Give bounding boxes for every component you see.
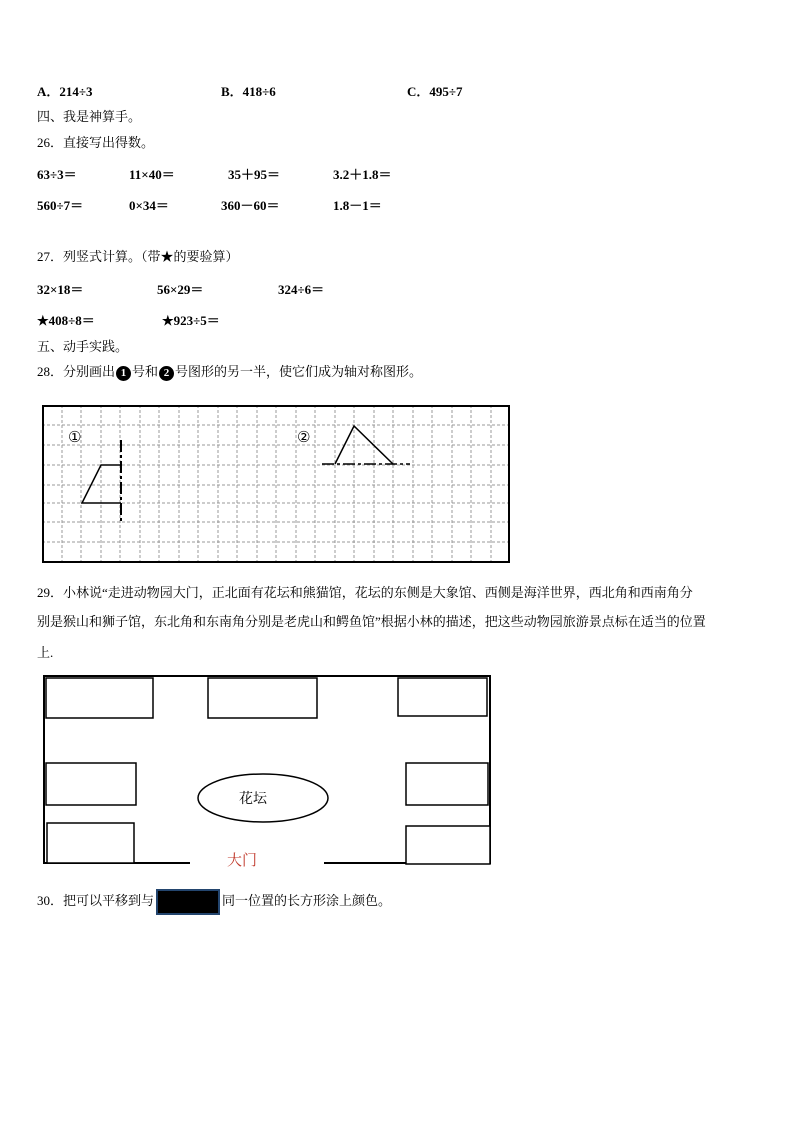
- gate-label: 大门: [226, 851, 258, 869]
- q27-item: 56×29＝: [157, 282, 204, 297]
- box-top-left: [46, 678, 153, 718]
- q26-item: 63÷3＝: [37, 167, 77, 182]
- option-b: B．418÷6: [221, 84, 276, 99]
- box-top-middle: [208, 678, 317, 718]
- q28-title: [37, 364, 422, 381]
- q26-item: 3.2＋1.8＝: [333, 167, 392, 182]
- q26-title: 26．直接写出得数。: [37, 135, 155, 150]
- q26-item: 560÷7＝: [37, 198, 84, 213]
- q28-grid-figure: [42, 405, 512, 565]
- q28-suffix: 号图形的另一半，使它们成为轴对称图形。: [175, 364, 423, 379]
- q27-item: ★923÷5＝: [162, 313, 220, 328]
- black-rectangle: [156, 889, 220, 915]
- box-top-right: [398, 678, 487, 716]
- box-middle-right: [406, 763, 488, 805]
- q27-item: 32×18＝: [37, 282, 84, 297]
- q30-suffix: 同一位置的长方形涂上颜色。: [222, 892, 392, 908]
- figure-2-label: ②: [297, 428, 311, 446]
- box-bottom-right: [406, 826, 490, 864]
- q28-mid: 号和: [132, 364, 159, 379]
- q26-item: 11×40＝: [129, 167, 175, 182]
- grid-border: [43, 406, 509, 562]
- section-4-title: 四、我是神算手。: [37, 109, 142, 124]
- box-bottom-left: [47, 823, 134, 863]
- q30-prefix: 30．把可以平移到与: [37, 892, 155, 908]
- zoo-map: [42, 674, 494, 870]
- q27-item: 324÷6＝: [278, 282, 325, 297]
- grid-lines: [42, 405, 509, 562]
- q26-item: 0×34＝: [129, 198, 169, 213]
- q29-line-3: 上.: [37, 645, 54, 660]
- option-a: A．214÷3: [37, 84, 93, 99]
- q29-line-1: 29．小林说“走进动物园大门，正北面有花坛和熊猫馆，花坛的东侧是大象馆、西侧是海洋世界，西北角和西南角分: [37, 585, 693, 600]
- section-5-title: 五、动手实践。: [37, 339, 129, 354]
- circled-number-2: 2: [159, 366, 174, 381]
- circled-number-1: 1: [116, 366, 131, 381]
- flowerbed-label: 花坛: [239, 791, 267, 807]
- q26-item: 360－60＝: [221, 198, 280, 213]
- q29-line-2: 别是猴山和狮子馆，东北角和东南角分别是老虎山和鳄鱼馆”根据小林的描述，把这些动物园旅游景点标在适当的位置: [37, 614, 706, 629]
- q28-prefix: 28．分别画出: [37, 364, 116, 379]
- q27-item: ★408÷8＝: [37, 313, 95, 328]
- q30-title: [37, 889, 391, 915]
- box-middle-left: [46, 763, 136, 805]
- figure-1-label: ①: [68, 428, 82, 446]
- q27-title: 27．列竖式计算。（带★的要验算）: [37, 249, 239, 264]
- option-c: C．495÷7: [407, 84, 463, 99]
- q26-item: 35＋95＝: [228, 167, 281, 182]
- q26-item: 1.8－1＝: [333, 198, 382, 213]
